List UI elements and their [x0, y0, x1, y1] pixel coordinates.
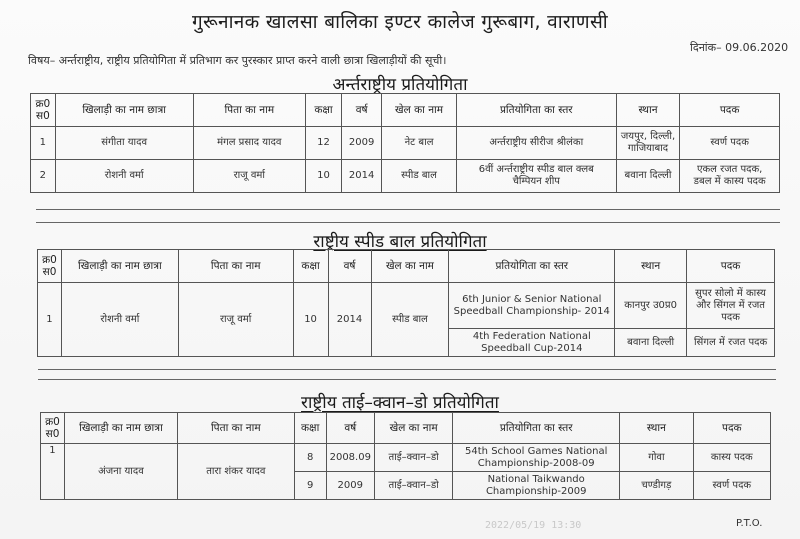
speedball-table [37, 249, 775, 357]
table-cell: स्पीड बाल [371, 283, 449, 357]
column-header: वर्ष [326, 413, 374, 444]
table-cell: अर्न्तराष्ट्रीय सीरीज श्रीलंका [456, 127, 616, 160]
column-header: खेल का नाम [371, 250, 449, 283]
table-header-row [41, 413, 771, 444]
table-cell: 1 [38, 283, 62, 357]
column-header: पदक [693, 413, 770, 444]
table-cell: रोशनी वर्मा [61, 283, 178, 357]
divider-line [36, 222, 780, 223]
table-cell: एकल रजत पदक, डबल में कास्य पदक [680, 160, 780, 193]
table-row [41, 444, 771, 472]
table-cell: स्पीड बाल [382, 160, 457, 193]
table-cell: रोशनी वर्मा [55, 160, 193, 193]
column-header: क्र0 स0 [38, 250, 62, 283]
divider-line [36, 209, 780, 210]
table-cell: 2008.09 [326, 444, 374, 472]
table-cell: मंगल प्रसाद यादव [193, 127, 305, 160]
table-cell: 12 [305, 127, 341, 160]
col-level-header: प्रतियोगिता का स्तर [456, 94, 616, 127]
taekwondo-table [40, 412, 771, 500]
col-place-header: स्थान [616, 94, 680, 127]
divider-line [38, 369, 776, 370]
speedball-section-title: राष्ट्रीय स्पीड बाल प्रतियोगिता [313, 232, 487, 252]
col-class-header: कक्षा [305, 94, 341, 127]
pto-label: P.T.O. [736, 518, 763, 529]
column-header: प्रतियोगिता का स्तर [453, 413, 620, 444]
table-cell: 8 [294, 444, 326, 472]
table-cell: 4th Federation National Speedball Cup-2014 [449, 329, 615, 357]
table-row [38, 283, 775, 329]
table-cell: 2014 [342, 160, 382, 193]
table-cell: कानपुर उ0प्र0 [615, 283, 687, 329]
table-cell: कास्य पदक [693, 444, 770, 472]
col-sport-header: खेल का नाम [382, 94, 457, 127]
column-header: पिता का नाम [178, 250, 293, 283]
school-title: गुरूनानक खालसा बालिका इण्टर कालेज गुरूबाग, वाराणसी [191, 11, 609, 33]
column-header: पदक [687, 250, 775, 283]
timestamp-stamp: 2022/05/19 13:30 [485, 520, 582, 531]
document-subject: विषय– अर्न्तराष्ट्रीय, राष्ट्रीय प्रतियोगिता में प्रतिभाग कर पुरस्कार प्राप्त करने वाली छात्रा खिलाड़ीयों की सूची। [28, 54, 447, 67]
table-cell: 2009 [342, 127, 382, 160]
table-cell: संगीता यादव [55, 127, 193, 160]
col-medal-header: पदक [680, 94, 780, 127]
column-header: खिलाड़ी का नाम छात्रा [61, 250, 178, 283]
column-header: वर्ष [328, 250, 371, 283]
column-header: कक्षा [293, 250, 328, 283]
table-header-row [38, 250, 775, 283]
table-cell: ताई–क्वान–डो [374, 472, 452, 500]
col-sno-header: क्र0 स0 [31, 94, 56, 127]
table-cell: तारा शंकर यादव [177, 444, 294, 500]
column-header: प्रतियोगिता का स्तर [449, 250, 615, 283]
column-header: खिलाड़ी का नाम छात्रा [64, 413, 177, 444]
table-cell: 1 [31, 127, 56, 160]
table-cell: सिंगल में रजत पदक [687, 329, 775, 357]
table-cell: बवाना दिल्ली [615, 329, 687, 357]
column-header: स्थान [615, 250, 687, 283]
table-cell: 2014 [328, 283, 371, 357]
column-header: स्थान [620, 413, 694, 444]
table-cell: 10 [305, 160, 341, 193]
column-header: क्र0 स0 [41, 413, 65, 444]
table-header-row [31, 94, 780, 127]
table-cell: अंजना यादव [64, 444, 177, 500]
table-cell: 2009 [326, 472, 374, 500]
col-father-header: पिता का नाम [193, 94, 305, 127]
col-name-header: खिलाड़ी का नाम छात्रा [55, 94, 193, 127]
col-year-header: वर्ष [342, 94, 382, 127]
table-cell: 2 [31, 160, 56, 193]
table-cell: राजू वर्मा [193, 160, 305, 193]
table-cell: 10 [293, 283, 328, 357]
table-cell: 54th School Games National Championship-2008-09 [453, 444, 620, 472]
column-header: खेल का नाम [374, 413, 452, 444]
table-row [31, 127, 780, 160]
divider-line [38, 379, 776, 380]
column-header: कक्षा [294, 413, 326, 444]
table-cell: 9 [294, 472, 326, 500]
table-cell: National Taikwando Championship-2009 [453, 472, 620, 500]
table-cell: चण्डीगड़ [620, 472, 694, 500]
international-table [30, 93, 780, 193]
table-cell: जयपुर, दिल्ली, गाजियाबाद [616, 127, 680, 160]
table-cell: स्वर्ण पदक [680, 127, 780, 160]
table-cell: 1 [41, 444, 65, 500]
table-cell: गोवा [620, 444, 694, 472]
table-cell: सुपर सोलो में कास्य और सिंगल में रजत पदक [687, 283, 775, 329]
table-cell: स्वर्ण पदक [693, 472, 770, 500]
international-section-title: अर्न्तराष्ट्रीय प्रतियोगिता [332, 75, 468, 95]
table-cell: 6वीं अर्न्तराष्ट्रीय स्पीड बाल क्लब चैम्पियन शीप [456, 160, 616, 193]
table-cell: राजू वर्मा [178, 283, 293, 357]
table-cell: बवाना दिल्ली [616, 160, 680, 193]
table-row [31, 160, 780, 193]
table-cell: ताई–क्वान–डो [374, 444, 452, 472]
document-date: दिनांक– 09.06.2020 [690, 41, 789, 54]
table-cell: नेट बाल [382, 127, 457, 160]
column-header: पिता का नाम [177, 413, 294, 444]
taekwondo-section-title: राष्ट्रीय ताई–क्वान–डो प्रतियोगिता [301, 393, 499, 413]
table-cell: 6th Junior & Senior National Speedball Championship- 2014 [449, 283, 615, 329]
